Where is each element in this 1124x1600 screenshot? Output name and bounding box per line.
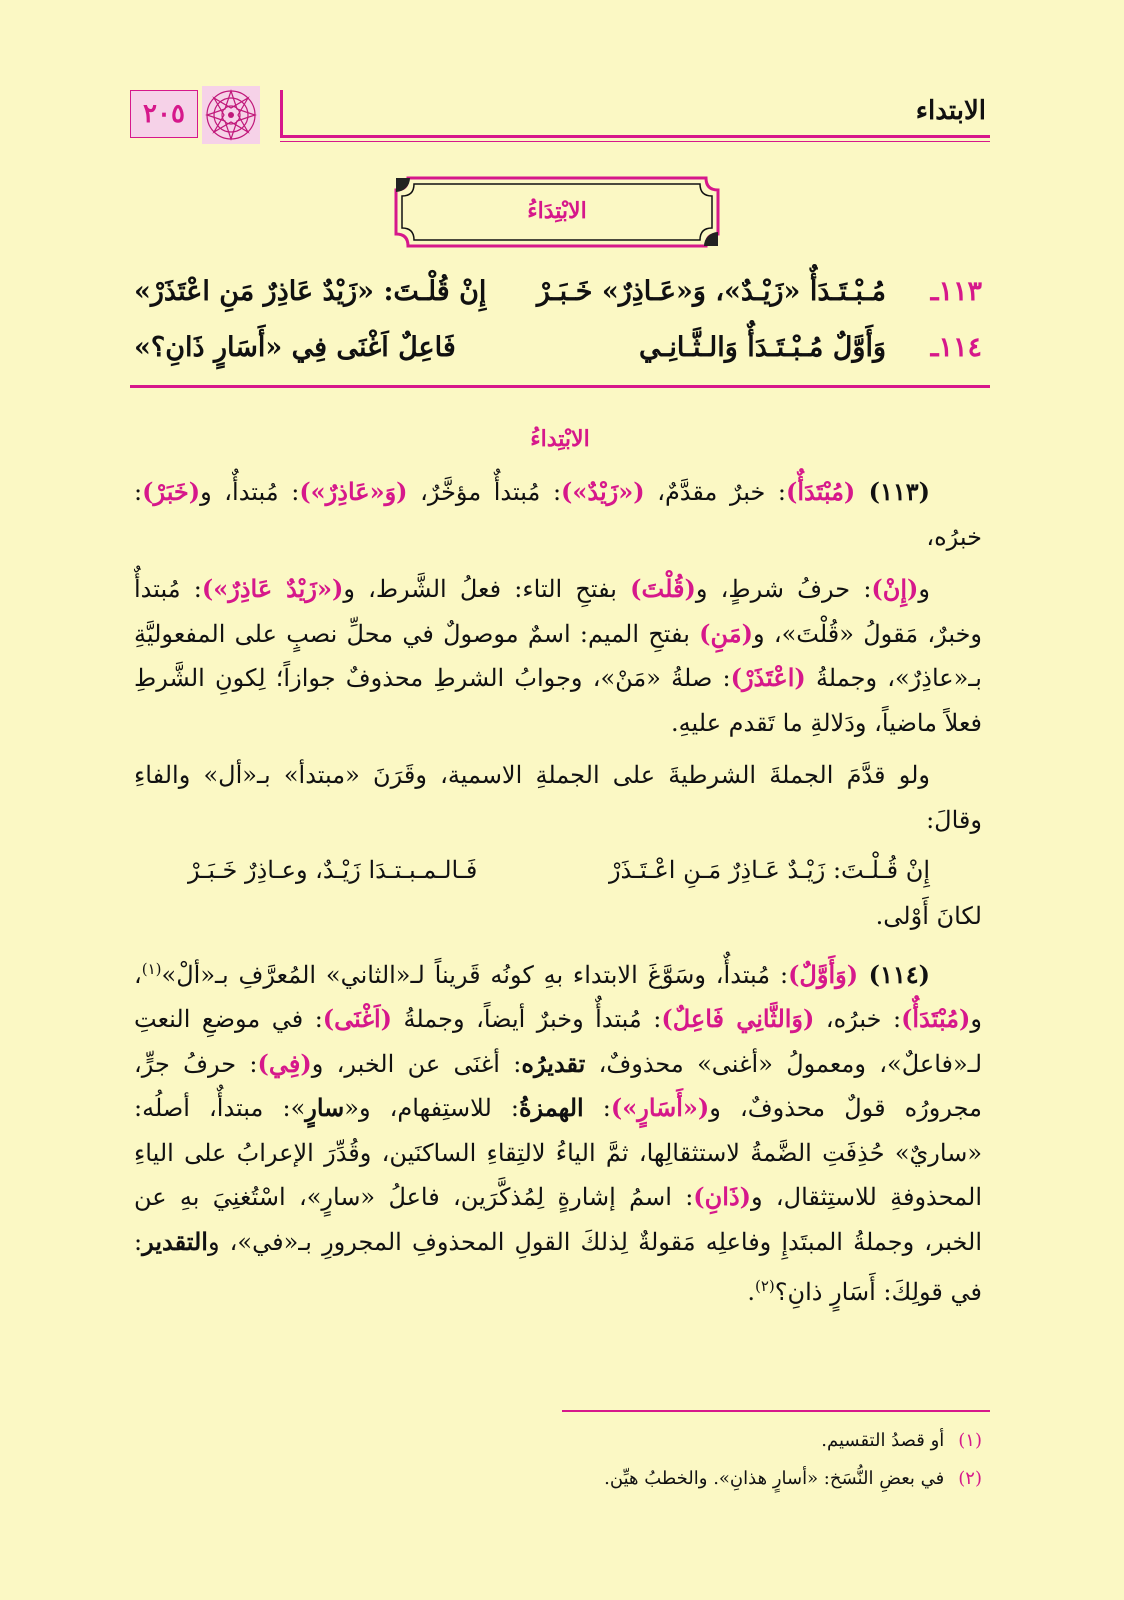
- text-run: بفتحِ التاء: فعلُ الشَّرط، و: [343, 575, 631, 603]
- text-run: »: مبتدأٌ، أصلُه: «ساريٌ» حُذِفَتِ الضَّمةُ لاستثقالِها، ثمَّ الياءُ لالتِقاءِ الساكنَين، وقُدِّرَ الإعرابُ على الياءِ المحذوفةِ للاستِثقال، و: [134, 1094, 983, 1211]
- footnote-text: أو قصدُ التقسيم.: [821, 1430, 945, 1451]
- text-run: : صلةُ «مَنْ»، وجوابُ الشرطِ محذوفٌ جوازاً؛ لِكونِ الشَّرطِ فعلاً ماضياً، ودَلالةِ ما تَقدم عليهِ.: [134, 664, 982, 737]
- verse-114: [134, 332, 982, 376]
- highlighted-term: (قُلْتَ): [630, 574, 696, 603]
- text-run: .: [747, 1278, 755, 1306]
- bold-label: التقدير: [142, 1226, 208, 1256]
- paragraph-113-syntax: [134, 567, 982, 745]
- footnote-1: [134, 1430, 982, 1451]
- verse-second-half: فَاعِلٌ اَغْنَى فِي «أَسَارٍ ذَانِ؟»: [134, 332, 456, 363]
- verse-first-half: وَأَوَّلٌ مُـبْـتَـدَأٌ وَالـثَّـانِـي: [638, 332, 886, 363]
- bold-label: (١١٤): [858, 959, 930, 989]
- paragraph-alternative-end: لكانَ أَوْلى.: [875, 902, 982, 930]
- commentary-heading: الابْتِداءُ: [530, 426, 590, 452]
- footnote-ref: (٢): [754, 1277, 775, 1295]
- text-run: : أغنَى عن الخبر، و: [311, 1049, 522, 1078]
- highlighted-term: (إِنْ): [871, 574, 919, 603]
- paragraph-alternative: [134, 753, 982, 842]
- text-run: : مُبتدأٌ وخبرٌ أيضاً، وجملةُ: [391, 1005, 662, 1033]
- highlighted-term: (خَبَرْ): [142, 477, 201, 506]
- text-run: : للاستِفهام، و«: [344, 1094, 519, 1122]
- quoted-verse-second-half: فَـالـمـبـتـدَا زَيْـدٌ، وعـاذِرٌ خَـبَـرْ: [188, 856, 478, 884]
- header-rule-vertical: [280, 90, 283, 138]
- text-run: : حرفُ شرطٍ، و: [695, 575, 872, 603]
- verse-113: [134, 276, 982, 320]
- highlighted-term: (اعْتَذَرْ): [730, 663, 806, 692]
- verse-second-half: إِنْ قُلْـتَ: «زَيْدٌ عَاذِرٌ مَنِ اعْتَذَرْ»: [134, 276, 487, 307]
- paragraph-114: [134, 947, 982, 1315]
- title-frame: [394, 176, 720, 248]
- bold-label: تقديرُه: [521, 1048, 586, 1078]
- verse-number: ١١٤ـ: [930, 332, 982, 363]
- footnote-text: في بعضِ النُّسَخ: «أسارٍ هذانِ». والخطبُ هيِّن.: [604, 1468, 945, 1489]
- paragraph-113: [134, 470, 982, 559]
- text-run: : اسمُ إشارةٍ لِمُذكَّرَين، فاعلُ «سارٍ»، اسْتُغنِيَ بهِ عن الخبر، وجملةُ المبتَدإِ وفاعلِه مَقولةٌ لِذلكَ القولِ المحذوفِ المجرورِ بـ«في»، و: [134, 1183, 982, 1256]
- quoted-verse-first-half: إِنْ قُـلْـتَ: زَيْـدٌ عَـاذِرٌ مَـنِ اعْـتَـذَرْ: [608, 856, 930, 884]
- highlighted-term: (مَنِ): [699, 618, 753, 648]
- page-number: ٢٠٥: [130, 90, 198, 138]
- text-run: : في قولِكَ: أَسَارٍ ذانِ؟: [134, 1227, 982, 1306]
- highlighted-term: (وَالثَّانِي فَاعِلٌ): [661, 1004, 815, 1033]
- footnote-ref: (١): [141, 959, 162, 978]
- footnote-divider: [562, 1410, 990, 1412]
- text-run: : مُبتدأٌ، وسَوَّغَ الابتداء بهِ كونُه قَريناً لـ«الثاني» المُعرَّفِ بـ«ألْ»: [161, 960, 789, 989]
- bold-label: (١١٣): [855, 477, 930, 506]
- text-run: : خبرُه،: [134, 478, 982, 551]
- footnote-2: [134, 1468, 982, 1489]
- bold-label: سارٍ: [305, 1093, 345, 1122]
- text-run: :: [583, 1094, 611, 1122]
- text-run: : خبرٌ مقدَّمٌ،: [644, 478, 786, 506]
- text-run: و: [918, 575, 931, 603]
- highlighted-term: (ذَانِ): [693, 1182, 751, 1211]
- quoted-verse: [134, 848, 982, 894]
- verses-divider: [130, 385, 990, 388]
- text-run: : مُبتدأٌ، و: [200, 478, 300, 506]
- highlighted-term: (اَغْنَى): [322, 1004, 392, 1033]
- text-run: : في موضعِ النعتِ لـ«فاعلٌ»، ومعمولُ «أغنى» محذوفٌ،: [134, 1005, 983, 1078]
- running-title: الابتداء: [915, 96, 986, 126]
- verse-first-half: مُـبْـتَـدَأٌ «زَيْـدٌ»، وَ«عَـاذِرٌ» خَـبَـرْ: [536, 276, 886, 307]
- footnote-number: (٢): [958, 1468, 982, 1489]
- text-run: : مُبتدأٌ مؤخَّرٌ،: [407, 478, 562, 506]
- text-run: بفتحِ الميم: اسمٌ موصولٌ في محلِّ نصبٍ على المفعوليَّةِ بـ«عاذِرٌ»، وجملةُ: [134, 619, 982, 692]
- highlighted-term: (مُبْتَدَأٌ): [785, 477, 856, 506]
- header-rule-thin: [280, 141, 990, 142]
- text-run: : حرفُ جرٍّ، مجرورُه قولٌ محذوفٌ، و: [134, 1049, 982, 1122]
- text-run: : خبرُه،: [814, 1005, 902, 1033]
- highlighted-term: («زَيْدٌ عَاذِرٌ»): [201, 574, 344, 603]
- rosette-ornament-icon: [202, 86, 260, 144]
- bold-label: الهمزةُ: [518, 1093, 584, 1122]
- highlighted-term: (وَ«عَاذِرٌ»): [299, 477, 408, 506]
- chapter-title: الابْتِدَاءُ: [527, 198, 587, 224]
- text-run: ، و: [134, 960, 982, 1033]
- footnote-number: (١): [958, 1430, 982, 1451]
- highlighted-term: (فِي): [257, 1048, 312, 1078]
- highlighted-term: (وَأَوَّلٌ): [788, 959, 859, 989]
- verse-number: ١١٣ـ: [930, 276, 982, 307]
- text-run: ولو قدَّمَ الجملةَ الشرطيةَ على الجملةِ الاسمية، وقَرَنَ «مبتدأ» بـ«أل» والفاءِ وقالَ:: [134, 761, 982, 834]
- commentary-body: [134, 470, 982, 1315]
- header-rule: [280, 135, 990, 138]
- highlighted-term: (مُبْتَدَأٌ): [901, 1004, 971, 1033]
- page-header: [130, 86, 990, 148]
- highlighted-term: («زَيْدٌ»): [561, 477, 645, 506]
- text-run: : مُبتدأٌ وخبرٌ، مَقولُ «قُلْتَ»، و: [134, 575, 983, 648]
- highlighted-term: («أَسَارٍ»): [610, 1093, 710, 1122]
